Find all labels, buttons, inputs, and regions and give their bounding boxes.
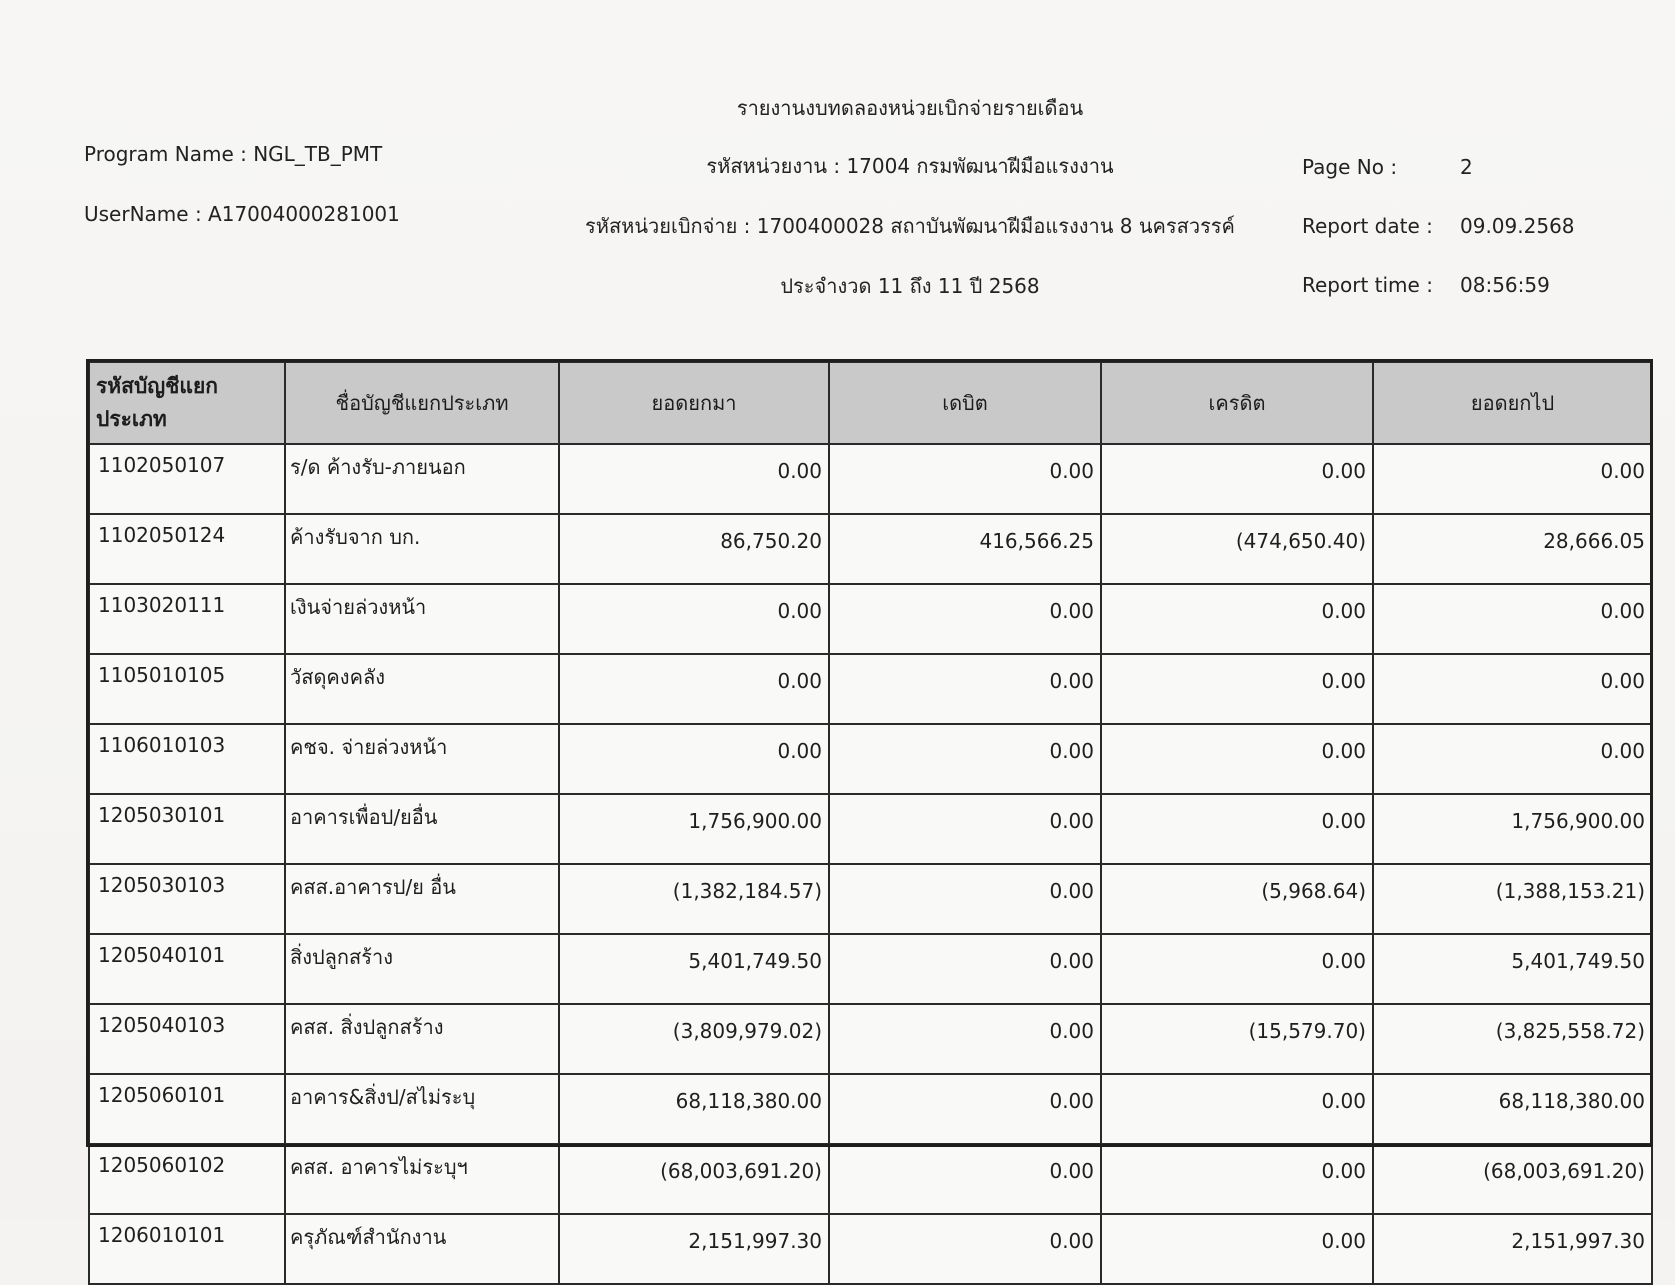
cell-credit: 0.00: [1101, 1074, 1373, 1144]
col-header-balance-brought-forward: ยอดยกมา: [559, 362, 829, 444]
cell-balance-brought-forward: 86,750.20: [559, 514, 829, 584]
table-body: [89, 444, 1652, 1284]
cell-account-code: 1205060102: [89, 1144, 285, 1214]
cell-debit: 0.00: [829, 654, 1101, 724]
cell-account-code: 1102050124: [89, 514, 285, 584]
report-title: รายงานงบทดลองหน่วยเบิกจ่ายรายเดือน: [736, 96, 1084, 120]
cell-account-name: ครุภัณฑ์สำนักงาน: [285, 1214, 559, 1284]
cell-credit: (5,968.64): [1101, 864, 1373, 934]
cell-balance-carried-forward: 0.00: [1373, 724, 1652, 794]
cell-credit: 0.00: [1101, 444, 1373, 514]
table-row: [89, 1214, 1652, 1284]
table-row: [89, 724, 1652, 794]
table-row: [89, 584, 1652, 654]
cell-balance-brought-forward: 0.00: [559, 724, 829, 794]
cell-debit: 0.00: [829, 1074, 1101, 1144]
table-row: [89, 1004, 1652, 1074]
cell-debit: 0.00: [829, 584, 1101, 654]
cell-credit: 0.00: [1101, 794, 1373, 864]
agency-line: รหัสหน่วยงาน : 17004 กรมพัฒนาฝีมือแรงงาน: [706, 154, 1114, 178]
cell-credit: (15,579.70): [1101, 1004, 1373, 1074]
cell-balance-carried-forward: 0.00: [1373, 654, 1652, 724]
cell-balance-carried-forward: 1,756,900.00: [1373, 794, 1652, 864]
cell-balance-brought-forward: 5,401,749.50: [559, 934, 829, 1004]
cell-balance-carried-forward: 0.00: [1373, 444, 1652, 514]
cell-account-name: วัสดุคงคลัง: [285, 654, 559, 724]
cell-credit: 0.00: [1101, 1214, 1373, 1284]
col-header-debit: เดบิต: [829, 362, 1101, 444]
cell-account-code: 1105010105: [89, 654, 285, 724]
cell-balance-brought-forward: 2,151,997.30: [559, 1214, 829, 1284]
cell-credit: 0.00: [1101, 934, 1373, 1004]
cell-credit: 0.00: [1101, 584, 1373, 654]
cell-debit: 0.00: [829, 1214, 1101, 1284]
username: UserName : A17004000281001: [84, 202, 400, 226]
disbursing-unit-line: รหัสหน่วยเบิกจ่าย : 1700400028 สถาบันพัฒนาฝีมือแรงงาน 8 นครสวรรค์: [585, 214, 1235, 238]
cell-credit: 0.00: [1101, 724, 1373, 794]
cell-account-name: ร/ด ค้างรับ-ภายนอก: [285, 444, 559, 514]
cell-balance-brought-forward: 68,118,380.00: [559, 1074, 829, 1144]
cell-balance-carried-forward: 68,118,380.00: [1373, 1074, 1652, 1144]
page-no-value: 2: [1460, 155, 1473, 179]
cell-balance-carried-forward: (1,388,153.21): [1373, 864, 1652, 934]
period-line: ประจำงวด 11 ถึง 11 ปี 2568: [780, 274, 1040, 298]
cell-debit: 0.00: [829, 444, 1101, 514]
report-time-value: 08:56:59: [1460, 273, 1550, 297]
cell-debit: 0.00: [829, 724, 1101, 794]
col-header-credit: เครดิต: [1101, 362, 1373, 444]
cell-account-name: คสส.อาคารป/ย อื่น: [285, 864, 559, 934]
table-header-row: [89, 362, 1652, 444]
cell-account-name: เงินจ่ายล่วงหน้า: [285, 584, 559, 654]
report-time-label: Report time :: [1302, 273, 1433, 297]
cell-account-name: อาคาร&สิ่งป/สไม่ระบุ: [285, 1074, 559, 1144]
cell-balance-carried-forward: 28,666.05: [1373, 514, 1652, 584]
cell-credit: 0.00: [1101, 1144, 1373, 1214]
cell-debit: 0.00: [829, 1004, 1101, 1074]
cell-debit: 416,566.25: [829, 514, 1101, 584]
cell-account-code: 1106010103: [89, 724, 285, 794]
col-header-balance-carried-forward: ยอดยกไป: [1373, 362, 1652, 444]
cell-account-code: 1103020111: [89, 584, 285, 654]
col-header-account-code: รหัสบัญชีแยกประเภท: [89, 362, 285, 444]
cell-credit: (474,650.40): [1101, 514, 1373, 584]
table-row: [89, 934, 1652, 1004]
col-header-account-name: ชื่อบัญชีแยกประเภท: [285, 362, 559, 444]
table-row: [89, 864, 1652, 934]
cell-account-name: คชจ. จ่ายล่วงหน้า: [285, 724, 559, 794]
cell-balance-brought-forward: (68,003,691.20): [559, 1144, 829, 1214]
trial-balance-table: [88, 361, 1653, 1285]
cell-debit: 0.00: [829, 934, 1101, 1004]
cell-account-code: 1205030101: [89, 794, 285, 864]
cell-account-code: 1205060101: [89, 1074, 285, 1144]
cell-balance-carried-forward: 2,151,997.30: [1373, 1214, 1652, 1284]
table-row: [89, 514, 1652, 584]
cell-debit: 0.00: [829, 794, 1101, 864]
cell-balance-brought-forward: 1,756,900.00: [559, 794, 829, 864]
cell-balance-brought-forward: 0.00: [559, 654, 829, 724]
cell-account-name: คสส. อาคารไม่ระบุฯ: [285, 1144, 559, 1214]
table-row: [89, 794, 1652, 864]
report-date-value: 09.09.2568: [1460, 214, 1575, 238]
cell-debit: 0.00: [829, 1144, 1101, 1214]
cell-debit: 0.00: [829, 864, 1101, 934]
cell-account-code: 1206010101: [89, 1214, 285, 1284]
cell-account-name: สิ่งปลูกสร้าง: [285, 934, 559, 1004]
cell-balance-carried-forward: (3,825,558.72): [1373, 1004, 1652, 1074]
cell-account-name: ค้างรับจาก บก.: [285, 514, 559, 584]
table-row: [89, 654, 1652, 724]
cell-balance-brought-forward: 0.00: [559, 444, 829, 514]
program-name: Program Name : NGL_TB_PMT: [84, 142, 383, 166]
cell-balance-brought-forward: 0.00: [559, 584, 829, 654]
cell-account-name: คสส. สิ่งปลูกสร้าง: [285, 1004, 559, 1074]
cell-credit: 0.00: [1101, 654, 1373, 724]
table-row: [89, 1144, 1652, 1214]
cell-balance-brought-forward: (1,382,184.57): [559, 864, 829, 934]
report-date-label: Report date :: [1302, 214, 1433, 238]
cell-account-code: 1205040103: [89, 1004, 285, 1074]
cell-account-code: 1205030103: [89, 864, 285, 934]
cell-balance-carried-forward: (68,003,691.20): [1373, 1144, 1652, 1214]
cell-account-code: 1205040101: [89, 934, 285, 1004]
cell-account-name: อาคารเพื่อป/ยอื่น: [285, 794, 559, 864]
table-row: [89, 1074, 1652, 1144]
cell-balance-brought-forward: (3,809,979.02): [559, 1004, 829, 1074]
cell-account-code: 1102050107: [89, 444, 285, 514]
page-no-label: Page No :: [1302, 155, 1398, 179]
table-row: [89, 444, 1652, 514]
cell-balance-carried-forward: 0.00: [1373, 584, 1652, 654]
cell-balance-carried-forward: 5,401,749.50: [1373, 934, 1652, 1004]
